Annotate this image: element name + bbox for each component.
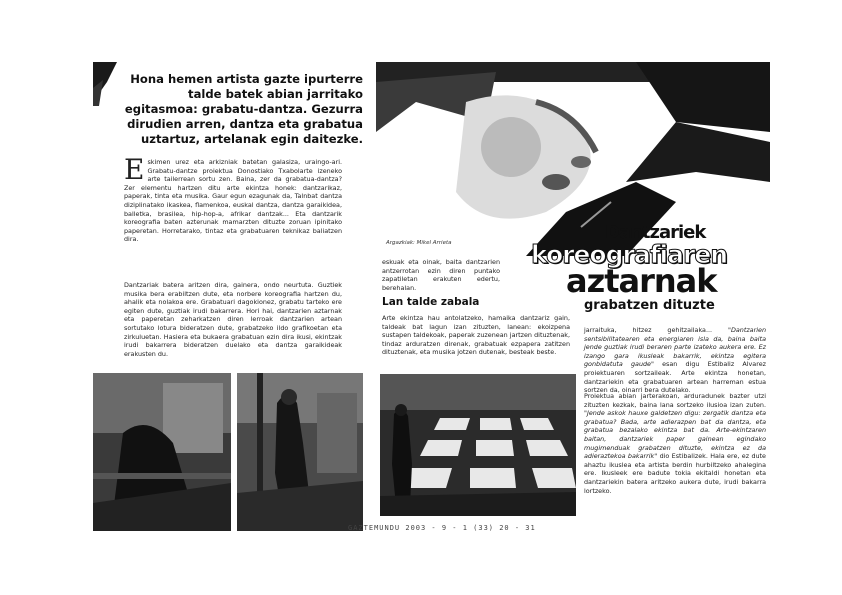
floor-grid-photo-image xyxy=(380,374,576,516)
headline-word-4: grabatzen dituzte xyxy=(584,298,715,313)
floor-grid-photo xyxy=(380,374,576,516)
dancer-photo-left xyxy=(93,373,231,531)
right-col2-paragraph-1 xyxy=(584,326,766,395)
hero-photo xyxy=(376,62,770,256)
headline-word-3: aztarnak xyxy=(566,262,717,300)
right-col1-intro: eskuak eta oinak, baita dantzarien antzerrotan ezin diren puntako zapatiletan erakuten edertu, berehalan. xyxy=(382,258,500,292)
headline-word-1: Dantzariek xyxy=(605,222,706,243)
col2-quote-1: "Dantzarien sentsibilitatearen eta energiaren isla da, baina baita jende guztiak irudi beraren parte izateko aukera ere. Ez izango gara ikusleak bakarrik, ekintza egitera gonbidatuta gaude" xyxy=(584,326,766,369)
col2-p2-end: dio Estibalizek. Hala ere, ez dute ahaztu ikuslea eta artista berdin hurbiltzeko ahalegina ere. Ikusleek ere badute tokia ekitaldi honetan eta dantzariekin batera aritzeko aukera dute, irudi bakarra lortzeko. xyxy=(584,452,766,495)
hero-photo-image xyxy=(376,62,770,256)
section-subhead: Lan talde zabala xyxy=(382,296,480,308)
left-body-paragraph-1 xyxy=(124,153,342,244)
col2-p1-end: esan digu Estibaliz Alvarez proiektuaren sortzaileak. Arte ekintza honetan, dantzariekin eta grabatuaren artean harreman estua sortzen da, oinarri bera dutelako. xyxy=(584,360,766,395)
dancer-photo-right-image xyxy=(237,373,363,531)
drop-cap: E xyxy=(124,153,145,186)
col2-p2-intro: Proiektua abian jarterakoan, arduradunek bazter utzi zituzten kezkak, baina lana sortzeko ilusioa izan zuten. xyxy=(584,392,766,409)
col2-quote-2: "Jende askok hauxe galdetzen digu: zergatik dantza eta grabatua? Bada, arte adierazpen bat da dantza, eta grabatua bezalako ekintza bat da. Arte-ekintzaren baitan, dantzariek paper gainean egindako mugimenduak grabatzen dituzte, ekintza ez da adieraztekoa bakarrik" xyxy=(584,409,766,461)
left-body-paragraph-2: Dantzariak batera aritzen dira, gainera, ondo neurtuta. Guztiek musika bera erabiltzen dute, eta norbere koreografia hartzen du, ahalik eta nolakoa ere. Grabatuari dagokionez, grabatu tarteko ere egiten dute, guztiak irudi bakarrera. Hori hai, dantzarien aztarnak eta paperetan zeharkatzen diren lerroak dantzarien artean sortutako lotura bideratzen dute, grabatzeko ildo grafikoetan eta zirkuluetan. Hasiera eta bukaera grabatuan ezin dira ikusi, ekintzak irudi bakarrera bideratzen duelako eta dantza garaikideak erakusten du. xyxy=(124,281,342,358)
left-paragraph-1-text: skimen urez eta arkizniak batetan galasiza, uraingo-ari. Grabatu-dantze proiektua Donostiako Txabolarte izeneko arte tailerrean sortu zen. Baina, zer da grabatua-dantza? Zer elementu hartzen ditu arte ekintza honek: dantzarikaz, paperak, tinta eta musika. Gaur egun ezagunak da, Talnbat dantza diziplinatako ikaskea, flamenkoa, euskal dantza, dantza garaikidea, balletka, brasilea, hip-hop-a, afrikar dantzak... Eta dantzarik koreografia baten azterunak mamarzten dituzte zoruan ipinitako paperetan. Horretarako, tintaz eta grabatuaren teknikaz baliatzen dira. xyxy=(124,158,342,244)
headline-word-2: koreografiaren xyxy=(531,240,728,269)
dancer-photo-right xyxy=(237,373,363,531)
page-footer-stamp: GAZTEMUNDU 2003 - 9 - 1 (33) 20 - 31 xyxy=(348,524,536,532)
photo-caption: Argazkiak: Mikel Arrieta xyxy=(386,240,452,246)
right-page xyxy=(348,62,770,532)
col2-p1-intro: jarraituka, hitzez gehitzailaka... xyxy=(584,326,713,334)
right-col2-paragraph-2 xyxy=(584,392,766,495)
right-col1-body: Arte ekintza hau antolatzeko, hamaika dantzariz gain, taldeak bat lagun izan zituzten, lanean: ekoizpena sustapen taldekoak, paperak zuzenean jartzen dituztenak, tindaz arduratzen direnak, grabatuak ezpapera zatitzen dituztenak, eta musika jotzen dutenak, besteak beste. xyxy=(382,314,570,357)
dancer-photo-left-image xyxy=(93,373,231,531)
lead-paragraph: Hona hemen artista gazte ipurterre talde batek abian jarritako egitasmoa: grabatu-dantza. Gezurra dirudien arren, dantza eta grabatua uztartuz, artelanak egin daitezke. xyxy=(124,72,363,146)
left-page xyxy=(93,62,370,527)
